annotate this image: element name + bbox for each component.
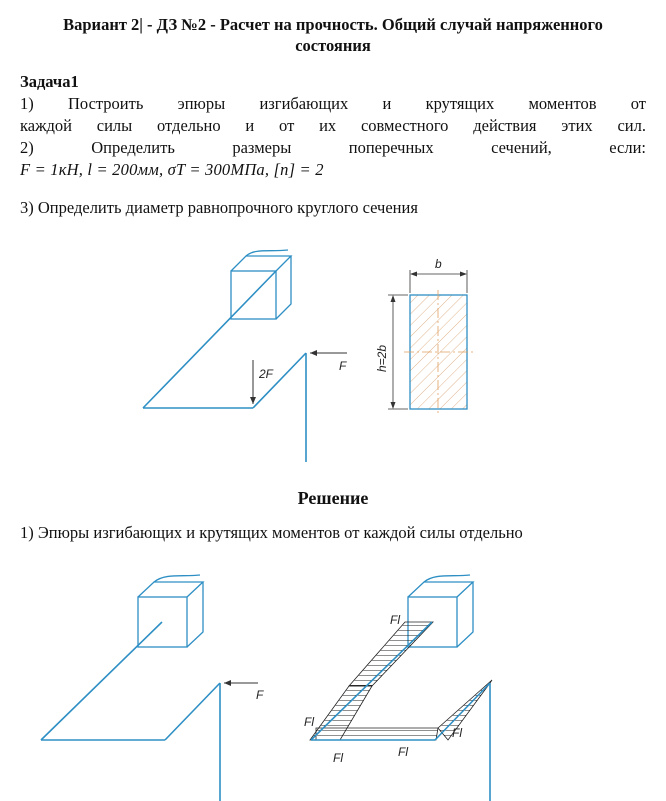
label-moment-fl-2: Fl: [304, 715, 314, 729]
epure-upper-diagonal: [349, 622, 433, 686]
task-item-1-line-1: 1) Построить эпюры изгибающих и крутящих моментов от: [20, 94, 646, 113]
frame-bars-2: [41, 622, 220, 801]
label-force-f-2: F: [256, 688, 264, 702]
label-height-h: h=2b: [375, 344, 389, 372]
label-moment-fl-3: Fl: [333, 751, 343, 765]
label-force-f: F: [339, 359, 347, 373]
label-width-b: b: [435, 257, 442, 271]
frame-figure-2: [41, 575, 264, 801]
frame-bars-1: [143, 271, 306, 462]
frame-figure-1: [143, 250, 347, 462]
task-formula: F = 1кН, l = 200мм, σT = 300МПа, [n] = 2: [20, 160, 324, 179]
task-item-2: 2) Определить размеры поперечных сечений, если:: [20, 138, 646, 157]
moment-diagram-figure: [304, 575, 492, 801]
epure-horizontal: [316, 728, 438, 740]
solution-heading: Решение: [297, 488, 369, 508]
task-heading: Задача1: [20, 72, 79, 91]
solution-subtitle: 1) Эпюры изгибающих и крутящих моментов от каждой силы отдельно: [20, 523, 523, 542]
cross-section: [375, 257, 473, 414]
task-item-3: 3) Определить диаметр равнопрочного круглого сечения: [20, 198, 418, 217]
label-moment-fl-4: Fl: [398, 745, 408, 759]
task-item-1-line-2: каждой силы отдельно и от их совместного действия этих сил.: [20, 116, 646, 135]
label-moment-fl-1: Fl: [390, 613, 400, 627]
title-line-1: Вариант 2| - ДЗ №2 - Расчет на прочность. Общий случай напряженного: [63, 15, 603, 34]
label-force-2f: 2F: [259, 367, 274, 381]
title-line-2: состояния: [295, 36, 371, 55]
label-moment-fl-5: Fl: [452, 726, 462, 740]
